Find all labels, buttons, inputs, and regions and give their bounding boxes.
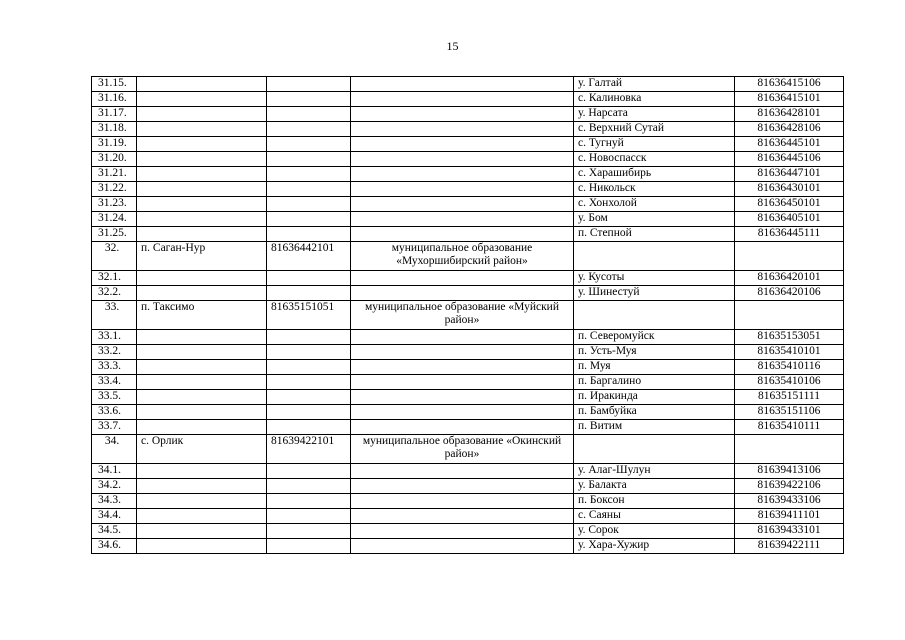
municipality-cell <box>351 137 574 152</box>
locality-code-cell: 81636420106 <box>735 286 844 301</box>
page-number: 15 <box>446 39 459 53</box>
locality-cell: с. Калиновка <box>574 92 735 107</box>
settlement-cell <box>137 77 267 92</box>
municipality-cell: муниципальное образование «Окинский район» <box>351 435 574 464</box>
row-number-cell: 34.4. <box>92 509 137 524</box>
settlement-cell <box>137 479 267 494</box>
locality-code-cell: 81636415101 <box>735 92 844 107</box>
settlement-cell <box>137 92 267 107</box>
municipality-cell <box>351 92 574 107</box>
settlement-code-cell <box>267 360 351 375</box>
settlement-code-cell <box>267 182 351 197</box>
table-row <box>92 92 844 107</box>
row-number-cell: 31.24. <box>92 212 137 227</box>
settlement-code-cell <box>267 286 351 301</box>
table-row <box>92 420 844 435</box>
settlement-cell <box>137 182 267 197</box>
municipality-cell <box>351 539 574 554</box>
municipality-cell: муниципальное образование «Муйский район» <box>351 301 574 330</box>
municipality-cell <box>351 182 574 197</box>
municipality-cell <box>351 330 574 345</box>
row-number-cell: 31.20. <box>92 152 137 167</box>
row-number-cell: 34. <box>92 435 137 464</box>
settlement-cell <box>137 152 267 167</box>
settlement-cell <box>137 330 267 345</box>
table-row <box>92 286 844 301</box>
settlement-code-cell <box>267 479 351 494</box>
settlement-cell <box>137 122 267 137</box>
settlement-code-cell <box>267 464 351 479</box>
municipality-cell <box>351 494 574 509</box>
row-number-cell: 32.1. <box>92 271 137 286</box>
locality-cell: у. Балакта <box>574 479 735 494</box>
table-row <box>92 242 844 271</box>
table-row <box>92 107 844 122</box>
settlement-code-cell <box>267 167 351 182</box>
settlement-cell <box>137 494 267 509</box>
settlement-cell <box>137 107 267 122</box>
settlements-table <box>91 76 844 554</box>
row-number-cell: 34.3. <box>92 494 137 509</box>
table-row <box>92 152 844 167</box>
municipality-cell <box>351 509 574 524</box>
settlement-code-cell <box>267 122 351 137</box>
row-number-cell: 32.2. <box>92 286 137 301</box>
row-number-cell: 31.15. <box>92 77 137 92</box>
row-number-cell: 31.18. <box>92 122 137 137</box>
settlement-code-cell <box>267 390 351 405</box>
municipality-cell <box>351 360 574 375</box>
settlement-code-cell <box>267 405 351 420</box>
locality-cell: у. Кусоты <box>574 271 735 286</box>
municipality-cell <box>351 405 574 420</box>
row-number-cell: 33.5. <box>92 390 137 405</box>
row-number-cell: 33.3. <box>92 360 137 375</box>
locality-code-cell <box>735 242 844 271</box>
municipality-cell <box>351 479 574 494</box>
locality-cell <box>574 435 735 464</box>
locality-code-cell <box>735 301 844 330</box>
locality-cell: п. Иракинда <box>574 390 735 405</box>
locality-code-cell: 81635410106 <box>735 375 844 390</box>
locality-code-cell: 81636450101 <box>735 197 844 212</box>
table-row <box>92 182 844 197</box>
settlement-cell <box>137 271 267 286</box>
settlement-cell <box>137 524 267 539</box>
row-number-cell: 33.4. <box>92 375 137 390</box>
settlement-code-cell <box>267 271 351 286</box>
table-row <box>92 77 844 92</box>
municipality-cell <box>351 197 574 212</box>
settlement-cell <box>137 286 267 301</box>
locality-cell: п. Муя <box>574 360 735 375</box>
municipality-cell <box>351 77 574 92</box>
row-number-cell: 31.21. <box>92 167 137 182</box>
table-row <box>92 197 844 212</box>
settlement-code-cell <box>267 330 351 345</box>
locality-code-cell: 81635410111 <box>735 420 844 435</box>
locality-cell: у. Шинестуй <box>574 286 735 301</box>
settlement-code-cell <box>267 92 351 107</box>
locality-cell: у. Галтай <box>574 77 735 92</box>
row-number-cell: 33.2. <box>92 345 137 360</box>
locality-cell: п. Бамбуйка <box>574 405 735 420</box>
settlement-code-cell <box>267 77 351 92</box>
locality-cell: у. Хара-Хужир <box>574 539 735 554</box>
table-row <box>92 524 844 539</box>
row-number-cell: 34.6. <box>92 539 137 554</box>
locality-code-cell: 81635151111 <box>735 390 844 405</box>
settlement-code-cell <box>267 509 351 524</box>
row-number-cell: 33.7. <box>92 420 137 435</box>
locality-cell: с. Харашибирь <box>574 167 735 182</box>
settlement-code-cell <box>267 107 351 122</box>
locality-cell <box>574 242 735 271</box>
locality-code-cell: 81636428106 <box>735 122 844 137</box>
table-row <box>92 167 844 182</box>
row-number-cell: 31.25. <box>92 227 137 242</box>
table-row <box>92 122 844 137</box>
table-row <box>92 509 844 524</box>
locality-cell: с. Верхний Сутай <box>574 122 735 137</box>
municipality-cell: муниципальное образование «Мухоршибирский район» <box>351 242 574 271</box>
table-row <box>92 227 844 242</box>
locality-code-cell: 81636445111 <box>735 227 844 242</box>
municipality-cell <box>351 420 574 435</box>
municipality-cell <box>351 167 574 182</box>
locality-code-cell: 81639422111 <box>735 539 844 554</box>
locality-cell: у. Нарсата <box>574 107 735 122</box>
settlement-code-cell <box>267 539 351 554</box>
row-number-cell: 31.22. <box>92 182 137 197</box>
settlement-cell: п. Таксимо <box>137 301 267 330</box>
row-number-cell: 34.2. <box>92 479 137 494</box>
row-number-cell: 34.5. <box>92 524 137 539</box>
locality-code-cell: 81639433101 <box>735 524 844 539</box>
table-row <box>92 539 844 554</box>
table-row <box>92 405 844 420</box>
locality-cell: п. Витим <box>574 420 735 435</box>
settlement-code-cell: 81635151051 <box>267 301 351 330</box>
row-number-cell: 32. <box>92 242 137 271</box>
table-row <box>92 271 844 286</box>
settlement-code-cell <box>267 375 351 390</box>
table-row <box>92 390 844 405</box>
municipality-cell <box>351 122 574 137</box>
locality-cell: с. Хонхолой <box>574 197 735 212</box>
settlement-cell <box>137 227 267 242</box>
locality-cell: с. Саяны <box>574 509 735 524</box>
settlement-code-cell <box>267 212 351 227</box>
table-row <box>92 360 844 375</box>
locality-code-cell: 81636445101 <box>735 137 844 152</box>
settlement-cell <box>137 375 267 390</box>
locality-code-cell <box>735 435 844 464</box>
settlement-cell <box>137 390 267 405</box>
settlement-cell <box>137 197 267 212</box>
settlement-code-cell <box>267 197 351 212</box>
locality-code-cell: 81635410101 <box>735 345 844 360</box>
municipality-cell <box>351 227 574 242</box>
locality-cell: п. Баргалино <box>574 375 735 390</box>
settlement-cell: с. Орлик <box>137 435 267 464</box>
locality-cell <box>574 301 735 330</box>
locality-code-cell: 81636420101 <box>735 271 844 286</box>
settlement-code-cell: 81636442101 <box>267 242 351 271</box>
settlement-cell <box>137 539 267 554</box>
settlement-cell <box>137 212 267 227</box>
settlement-cell <box>137 137 267 152</box>
municipality-cell <box>351 345 574 360</box>
row-number-cell: 31.19. <box>92 137 137 152</box>
settlement-code-cell <box>267 345 351 360</box>
locality-cell: п. Усть-Муя <box>574 345 735 360</box>
table-row <box>92 375 844 390</box>
locality-cell: у. Алаг-Шулун <box>574 464 735 479</box>
table-row <box>92 137 844 152</box>
table-row <box>92 479 844 494</box>
locality-cell: с. Новоспасск <box>574 152 735 167</box>
table-row <box>92 464 844 479</box>
municipality-cell <box>351 375 574 390</box>
table-row <box>92 494 844 509</box>
table-row <box>92 345 844 360</box>
locality-cell: п. Боксон <box>574 494 735 509</box>
locality-code-cell: 81639411101 <box>735 509 844 524</box>
row-number-cell: 31.23. <box>92 197 137 212</box>
table-body <box>92 77 844 554</box>
locality-code-cell: 81639413106 <box>735 464 844 479</box>
row-number-cell: 31.17. <box>92 107 137 122</box>
row-number-cell: 33. <box>92 301 137 330</box>
locality-cell: п. Северомуйск <box>574 330 735 345</box>
locality-code-cell: 81635153051 <box>735 330 844 345</box>
table-row <box>92 435 844 464</box>
locality-code-cell: 81636428101 <box>735 107 844 122</box>
settlement-cell <box>137 167 267 182</box>
settlement-cell <box>137 345 267 360</box>
settlement-cell <box>137 420 267 435</box>
settlement-code-cell <box>267 137 351 152</box>
locality-code-cell: 81636445106 <box>735 152 844 167</box>
settlement-code-cell <box>267 494 351 509</box>
municipality-cell <box>351 524 574 539</box>
settlement-code-cell <box>267 227 351 242</box>
row-number-cell: 33.1. <box>92 330 137 345</box>
row-number-cell: 31.16. <box>92 92 137 107</box>
locality-code-cell: 81639433106 <box>735 494 844 509</box>
table-row <box>92 301 844 330</box>
row-number-cell: 34.1. <box>92 464 137 479</box>
locality-cell: у. Бом <box>574 212 735 227</box>
locality-code-cell: 81636405101 <box>735 212 844 227</box>
locality-code-cell: 81636415106 <box>735 77 844 92</box>
municipality-cell <box>351 464 574 479</box>
settlement-cell <box>137 464 267 479</box>
settlement-code-cell <box>267 152 351 167</box>
locality-cell: с. Тугнуй <box>574 137 735 152</box>
municipality-cell <box>351 212 574 227</box>
settlement-cell <box>137 509 267 524</box>
table-row <box>92 330 844 345</box>
settlement-cell <box>137 405 267 420</box>
locality-cell: п. Степной <box>574 227 735 242</box>
municipality-cell <box>351 271 574 286</box>
settlement-cell: п. Саган-Нур <box>137 242 267 271</box>
settlement-code-cell: 81639422101 <box>267 435 351 464</box>
municipality-cell <box>351 107 574 122</box>
locality-code-cell: 81636430101 <box>735 182 844 197</box>
settlement-code-cell <box>267 420 351 435</box>
row-number-cell: 33.6. <box>92 405 137 420</box>
municipality-cell <box>351 152 574 167</box>
locality-cell: с. Никольск <box>574 182 735 197</box>
settlement-cell <box>137 360 267 375</box>
municipality-cell <box>351 390 574 405</box>
locality-code-cell: 81635151106 <box>735 405 844 420</box>
settlement-code-cell <box>267 524 351 539</box>
municipality-cell <box>351 286 574 301</box>
locality-code-cell: 81636447101 <box>735 167 844 182</box>
locality-code-cell: 81635410116 <box>735 360 844 375</box>
locality-cell: у. Сорок <box>574 524 735 539</box>
locality-code-cell: 81639422106 <box>735 479 844 494</box>
table-row <box>92 212 844 227</box>
